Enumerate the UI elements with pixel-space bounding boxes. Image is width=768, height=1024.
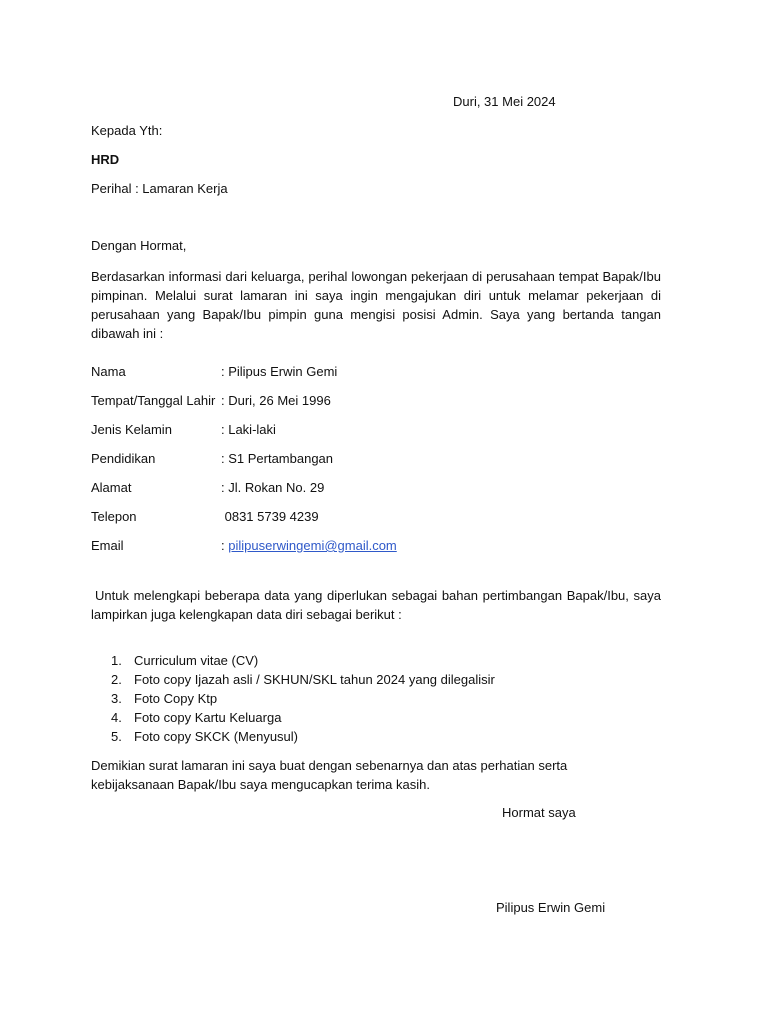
list-item-number: 2. xyxy=(111,672,122,687)
email-link[interactable]: pilipuserwingemi@gmail.com xyxy=(228,538,397,553)
list-item-text: Foto copy Ijazah asli / SKHUN/SKL tahun 2024 yang dilegalisir xyxy=(134,672,495,687)
field-value-alamat: : Jl. Rokan No. 29 xyxy=(221,480,325,495)
field-label-nama: Nama xyxy=(91,364,126,379)
closing-phrase: Hormat saya xyxy=(502,805,576,820)
attachment-list xyxy=(91,651,495,746)
recipient-greeting: Kepada Yth: xyxy=(91,123,163,138)
field-label-alamat: Alamat xyxy=(91,480,132,495)
closing-paragraph: Demikian surat lamaran ini saya buat dengan sebenarnya dan atas perhatian serta kebijaksanaan Bapak/Ibu saya mengucapkan terima kasih. xyxy=(91,758,568,792)
field-value-telepon: 0831 5739 4239 xyxy=(221,509,319,524)
list-item-number: 3. xyxy=(111,691,122,706)
field-label-ttl: Tempat/Tanggal Lahir xyxy=(91,393,216,408)
recipient: HRD xyxy=(91,152,120,167)
list-item-text: Curriculum vitae (CV) xyxy=(134,653,259,668)
list-item xyxy=(91,727,495,746)
list-item-text: Foto Copy Ktp xyxy=(134,691,218,706)
field-value-jenis-kelamin: : Laki-laki xyxy=(221,422,276,437)
list-item-number: 5. xyxy=(111,729,122,744)
list-item xyxy=(91,689,495,708)
field-value-nama: : Pilipus Erwin Gemi xyxy=(221,364,338,379)
list-item-number: 1. xyxy=(111,653,122,668)
field-label-telepon: Telepon xyxy=(91,509,137,524)
field-value-email-row xyxy=(221,538,397,553)
field-label-jenis-kelamin: Jenis Kelamin xyxy=(91,422,172,437)
list-item-number: 4. xyxy=(111,710,122,725)
signer-name: Pilipus Erwin Gemi xyxy=(496,900,606,915)
list-item xyxy=(91,651,495,670)
salutation: Dengan Hormat, xyxy=(91,238,187,253)
letter-subject: Perihal : Lamaran Kerja xyxy=(91,181,228,196)
list-item-text: Foto copy Kartu Keluarga xyxy=(134,710,282,725)
intro-paragraph: Berdasarkan informasi dari keluarga, perihal lowongan pekerjaan di perusahaan tempat Bapak/Ibu pimpinan. Melalui surat lamaran ini saya ingin mengajukan diri untuk melamar pekerjaan di perusahaan yang Bapak/Ibu pimpin guna mengisi posisi Admin. Saya yang bertanda tangan dibawah ini : xyxy=(91,269,661,341)
field-label-pendidikan: Pendidikan xyxy=(91,451,156,466)
letter-date: Duri, 31 Mei 2024 xyxy=(453,94,556,109)
list-item xyxy=(91,670,495,689)
list-item-text: Foto copy SKCK (Menyusul) xyxy=(134,729,299,744)
field-label-email: Email xyxy=(91,538,124,553)
email-colon: : xyxy=(221,538,229,553)
field-value-pendidikan: : S1 Pertambangan xyxy=(221,451,334,466)
attachment-paragraph: Untuk melengkapi beberapa data yang diperlukan sebagai bahan pertimbangan Bapak/Ibu, saya lampirkan juga kelengkapan data diri sebagai berikut : xyxy=(91,588,661,622)
field-value-ttl: : Duri, 26 Mei 1996 xyxy=(221,393,331,408)
list-item xyxy=(91,708,495,727)
